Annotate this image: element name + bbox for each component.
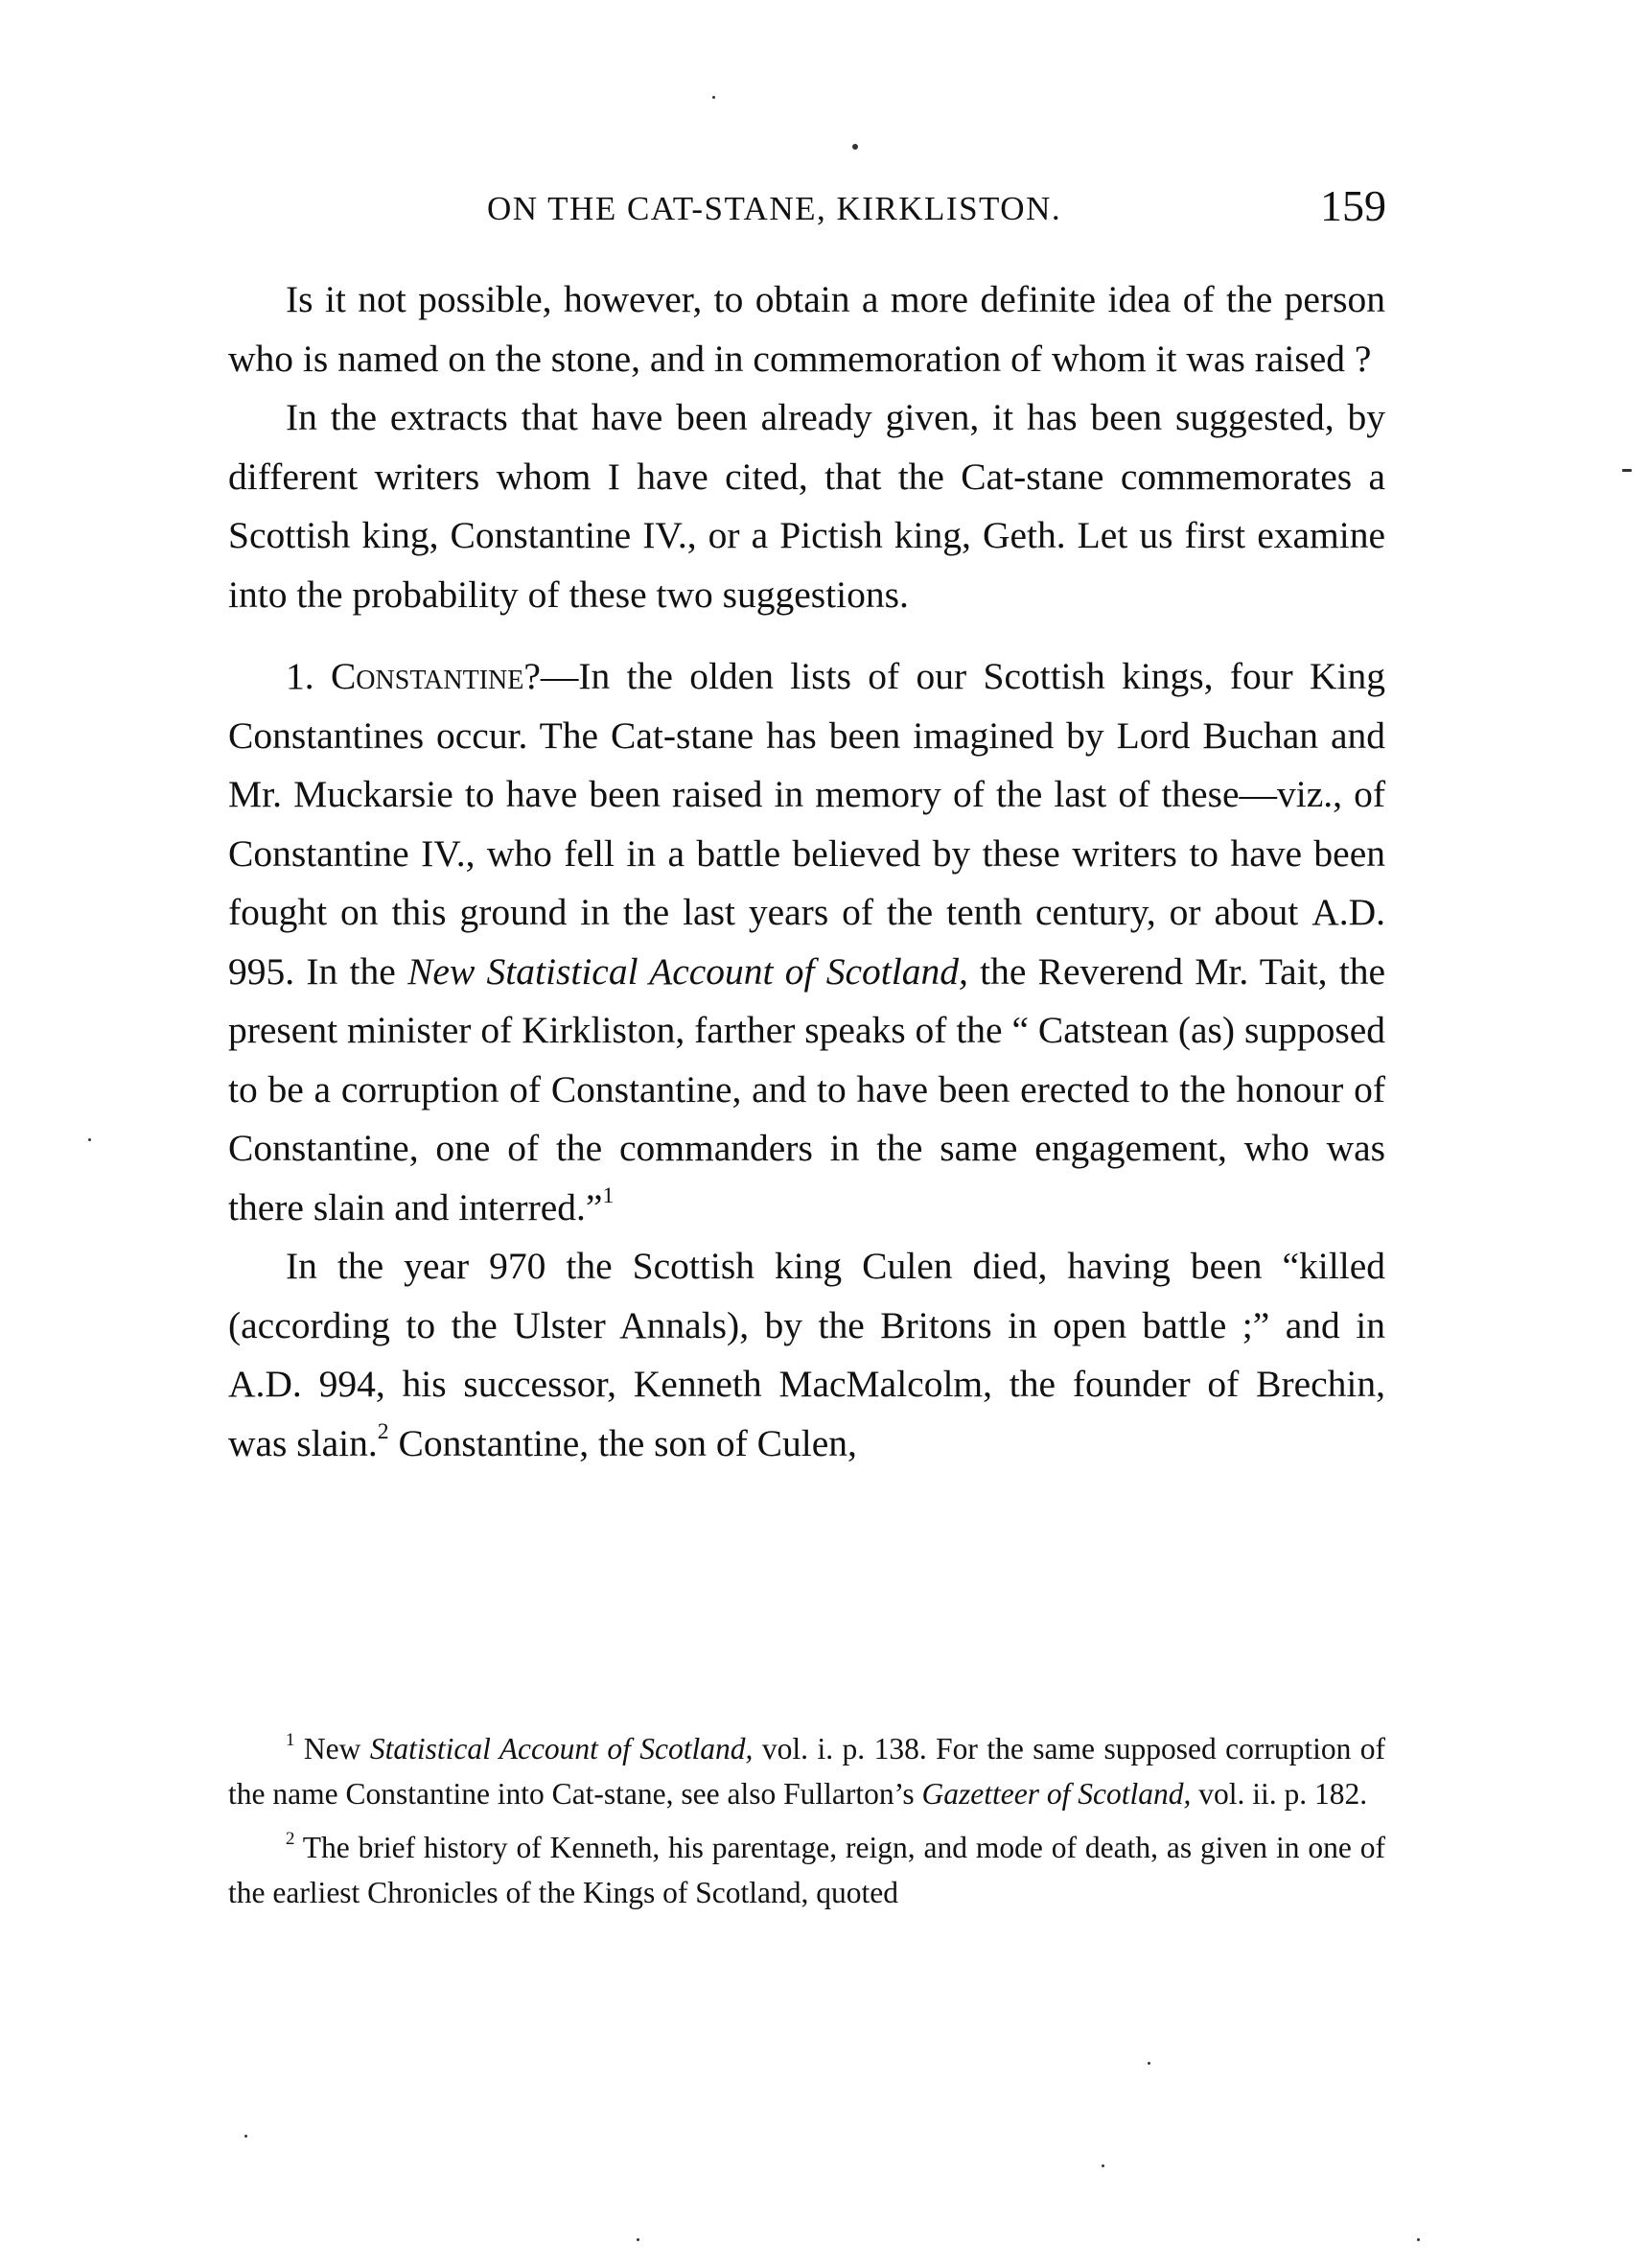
scan-speck [1102,2164,1104,2167]
footnote-1-text-b: vol. i. p. 138. For the same supposed corruption of the name Constantine into Cat-stane, see also Fullarton’s [228,1732,1386,1811]
footnote-reference-1: 1 [602,1182,615,1208]
paragraph-3-text-a: ?—In the olden lists of our Scottish kings, four King Constantines occur. The Cat-stane has been imagined by Lord Buchan and Mr. Muckarsie to have been raised in memory of the last of these—viz., of Constantine IV., who fell in a battle believed by these writers to have been fought on this ground in the last years of the tenth century, or about [228,655,1386,933]
footnote-1-work-2: Gazetteer of Scotland, [921,1776,1192,1811]
scan-speck [88,1138,91,1141]
scan-speck [1148,2062,1150,2065]
footnote-2-text: The brief history of Kenneth, his parentage, reign, and mode of death, as given in one of the earliest Chronicles of the Kings of Scotland, quoted [228,1831,1385,1909]
scan-speck [852,144,858,150]
footnote-1-text-a: New [303,1732,361,1765]
paragraph-2-text: In the extracts that have been already given, it has been suggested, by different writers whom I have cited, that the Cat-stane commemorates a Scottish king, Constantine IV., or a Pictish king, Geth. Let us first examine into the probability of these two suggestions. [228,396,1385,616]
cited-work-title: New Statistical Account of Scotland, [407,949,968,993]
scan-speck [712,96,715,99]
paragraph-1 [228,270,1385,388]
footnote-2 [228,1826,1385,1915]
page-number: 159 [1320,181,1386,230]
footnote-1-work: Statistical Account of Scotland, [369,1732,754,1765]
paragraph-3-text-c: the Reverend Mr. Tait, the present minister of Kirkliston, farther speaks of the “ Catstean (as) supposed to be a corruption of Constantine, and to have been erected to the honour of Constantine, one of the commanders in the same engagement, who was there slain and interred.” [228,949,1386,1228]
footnote-1-text-c: vol. ii. p. 182. [1198,1776,1368,1811]
scan-speck [1622,469,1632,472]
body-text [228,270,1385,1473]
footnote-marker-1: 1 [286,1729,295,1750]
footnote-reference-2: 2 [377,1418,389,1444]
paragraph-3-text-b: 995. In the [228,949,396,993]
running-title: ON THE CAT-STANE, KIRKLISTON. [487,190,1062,227]
paragraph-4-text-b: 994, his successor, Kenneth MacMalcolm, the founder of Brechin, was slain. [228,1363,1386,1464]
section-heading: Constantine [330,655,524,697]
footnote-1 [228,1727,1385,1816]
scan-speck [637,2238,639,2241]
footnote-marker-2: 2 [286,1828,295,1849]
section-number: 1. [286,655,314,697]
paragraph-1-text: Is it not possible, however, to obtain a more definite idea of the person who is named on the stone, and in commemoration of whom it was raised ? [228,278,1385,380]
footnotes [228,1727,1385,1915]
paragraph-4 [228,1237,1385,1473]
scan-speck [244,2135,247,2138]
paragraph-4-text-c: Constantine, the son of Culen, [398,1421,857,1464]
paragraph-4-text-a: In the year 970 the Scottish king Culen died, having been “killed (according to the Ulster Annals), by the Britons in open battle ;” and in [228,1245,1385,1346]
era-abbreviation: A.D. [1311,891,1385,933]
running-head [284,180,1386,238]
scan-speck [1417,2238,1420,2241]
paragraph-3 [228,647,1385,1237]
era-abbreviation: A.D. [228,1363,302,1405]
paragraph-2 [228,388,1385,624]
